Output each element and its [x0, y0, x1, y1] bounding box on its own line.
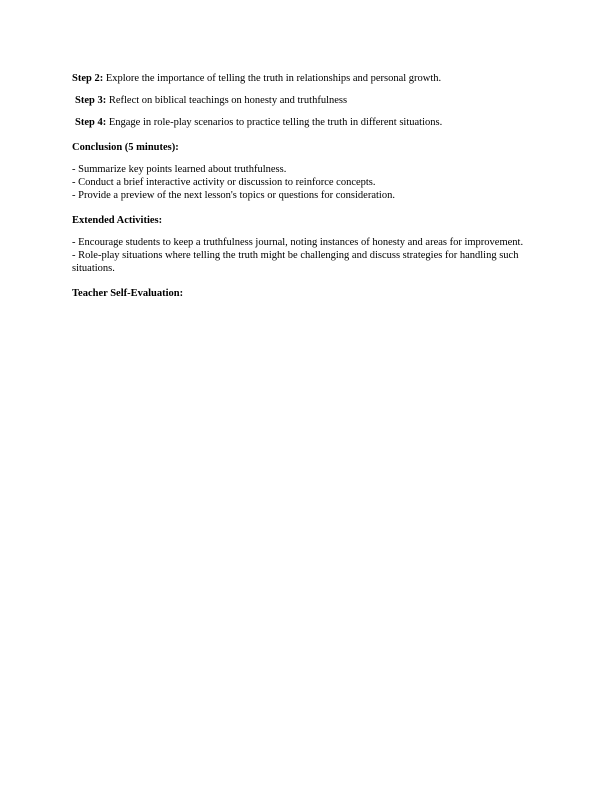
- conclusion-item: - Provide a preview of the next lesson's topics or questions for consideration.: [72, 190, 395, 201]
- step-3-text: Reflect on biblical teachings on honesty and truthfulness: [106, 95, 348, 106]
- extended-activities-list: [72, 236, 540, 275]
- document-content: [72, 72, 540, 309]
- step-4-text: Engage in role-play scenarios to practice telling the truth in different situations.: [106, 117, 443, 128]
- conclusion-item: - Conduct a brief interactive activity or discussion to reinforce concepts.: [72, 177, 376, 188]
- step-3: [72, 94, 540, 107]
- extended-activities-heading: Extended Activities:: [72, 215, 163, 226]
- step-2-label: Step 2:: [72, 73, 104, 84]
- step-2: [72, 72, 540, 85]
- conclusion-heading: Conclusion (5 minutes):: [72, 142, 179, 153]
- step-4-label: Step 4:: [75, 117, 107, 128]
- step-4: [72, 116, 540, 129]
- step-2-text: Explore the importance of telling the truth in relationships and personal growth.: [103, 73, 442, 84]
- step-3-label: Step 3:: [75, 95, 107, 106]
- conclusion-list: [72, 163, 540, 202]
- extended-activity-item: - Role-play situations where telling the truth might be challenging and discuss strategies for handling such situations.: [72, 250, 519, 274]
- teacher-self-evaluation-heading: Teacher Self-Evaluation:: [72, 288, 184, 299]
- extended-activity-item: - Encourage students to keep a truthfulness journal, noting instances of honesty and areas for improvement.: [72, 237, 524, 248]
- conclusion-item: - Summarize key points learned about truthfulness.: [72, 164, 287, 175]
